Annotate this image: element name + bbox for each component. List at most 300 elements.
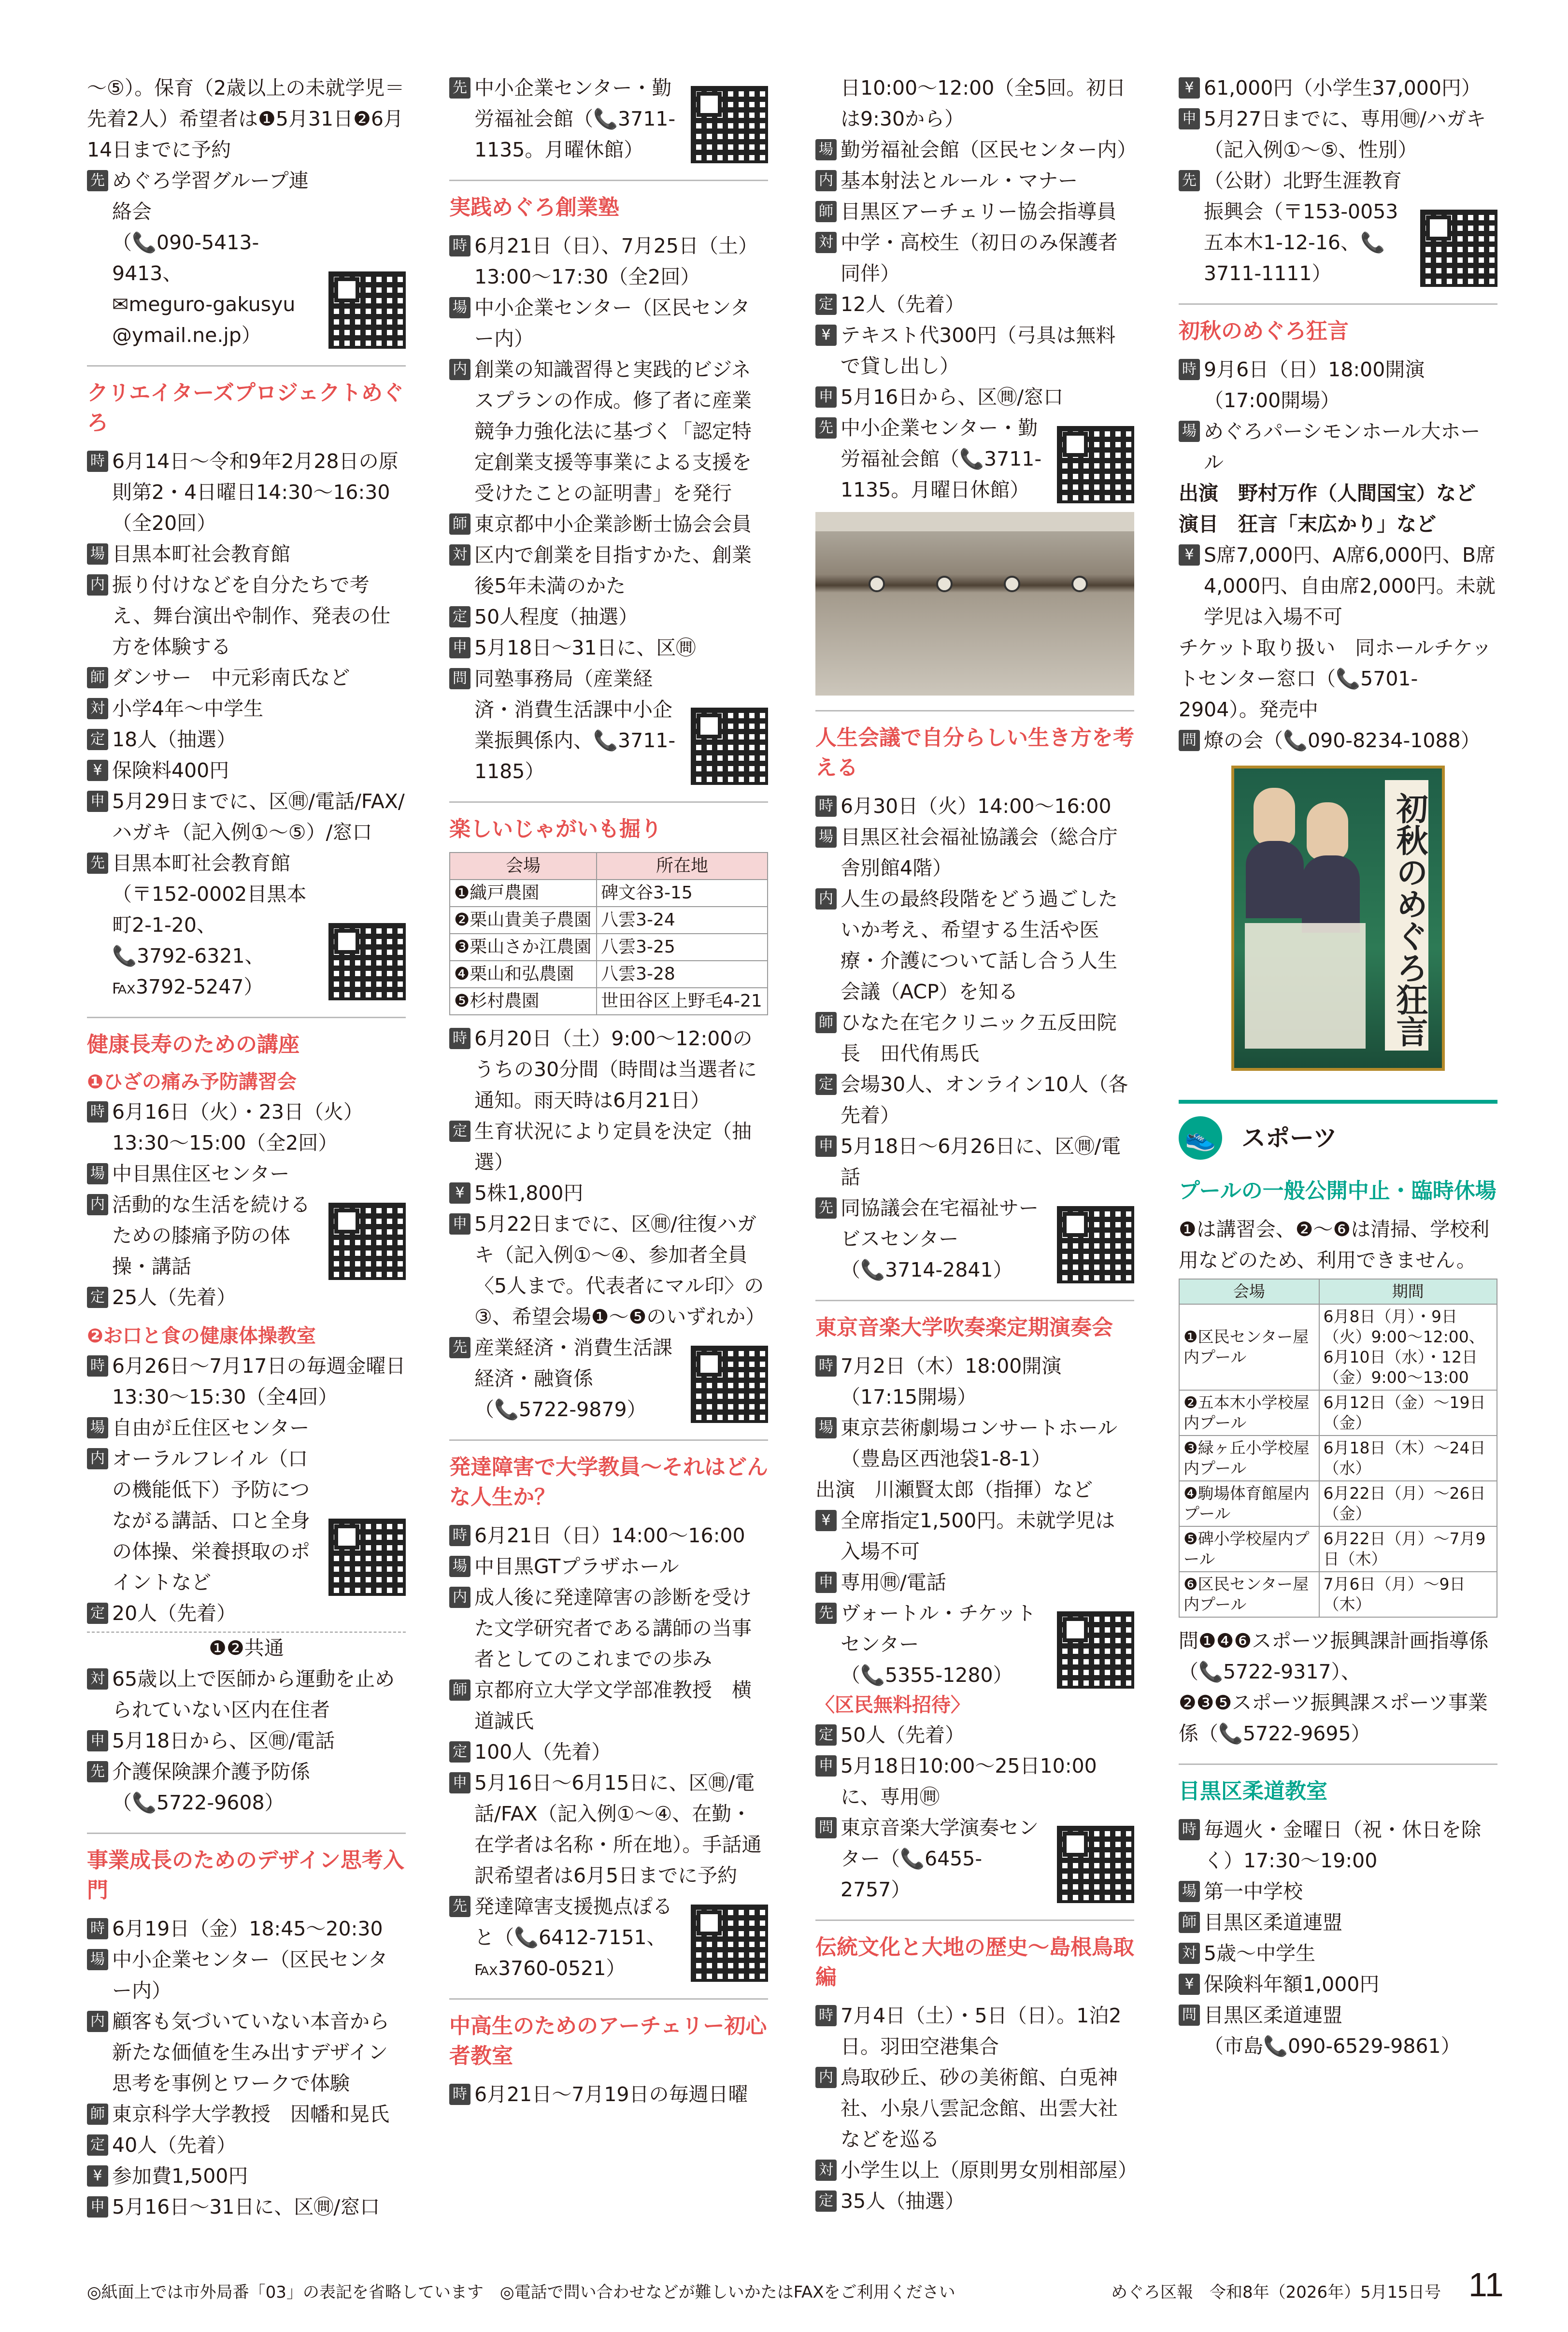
page-number: 11 [1468,2266,1504,2304]
info-row [449,632,768,663]
time-icon: 時 [87,1355,108,1377]
target-icon: 対 [815,2160,837,2181]
info-text: 毎週火・金曜日（祝・休日を除く）17:30～19:00 [1204,1818,1481,1872]
info-row [87,1412,406,1443]
info-text: オーラルフレイル（口の機能低下）予防につながる講話、口と全身の体操、栄養摂取のポイントなど [112,1447,310,1594]
info-row [87,1913,406,1944]
qr-code-icon[interactable] [691,86,768,163]
instructor-icon: 師 [87,2104,108,2125]
table-header-row [450,853,768,880]
place-icon: 場 [87,1949,108,1970]
inquiry-icon: 問 [1179,2005,1200,2026]
info-row [449,72,768,165]
info-text: 5月27日までに、専用㉄/ハガキ（記入例①～⑤、性別） [1204,107,1486,161]
section-health [87,1017,406,1818]
section-title: 事業成長のためのデザイン思考入門 [87,1848,404,1903]
info-text: 25人（先着） [112,1286,237,1309]
info-row [449,1116,768,1178]
table-cell: 6月12日（金）～19日（金） [1319,1390,1497,1436]
time-icon: 時 [1179,359,1200,380]
info-text: 目黒区柔道連盟 [1204,1911,1342,1934]
info-row [87,1096,406,1158]
apply-icon: 申 [87,791,108,812]
instructor-icon: 師 [815,1012,837,1033]
info-row [815,791,1134,822]
info-row [449,230,768,292]
info-text: 創業の知識習得と実践的ビジネスプランの作成。修了者に産業競争力強化法に基づく「認定特定創業支援等事業による支援を受けたことの証明書」を発行 [474,358,752,505]
capacity-icon: 定 [815,1074,837,1095]
info-text: 中小企業センター・勤労福祉会館（📞3711-1135。月曜日休館） [841,416,1042,501]
sports-label: スポーツ [1241,1124,1337,1152]
info-text: 中学・高校生（初日のみ保護者同伴） [841,231,1118,285]
info-text: 小学生以上（原則男女別相部屋） [841,2159,1138,2182]
info-row [815,1598,1134,1691]
capacity-icon: 定 [815,294,837,315]
info-text: 目黒本町社会教育館 （〒152-0002目黒本町2-1-20、 📞3792-6321、 ℻3792-5247） [112,852,307,998]
time-icon: 時 [449,235,470,256]
capacity-icon: 定 [449,606,470,627]
info-row [449,1767,768,1891]
subsection-title: ❶ひざの痛み予防講習会 [87,1071,297,1093]
table-cell: ❻区民センター屋内プール [1179,1572,1319,1617]
section-title: 伝統文化と大地の歴史～島根鳥取編 [815,1935,1134,1990]
info-text: 発達障害支援拠点ぽると（📞6412-7151、 ℻3760-0521） [474,1895,672,1980]
table-cell: ❷栗山貴美子農園 [450,907,597,934]
info-text: 燎の会（📞090-8234-1088） [1204,729,1481,752]
program-text: 演目 狂言「末広かり」など [1179,512,1436,536]
info-row [815,883,1134,1007]
time-icon: 時 [449,2084,470,2105]
info-row [87,539,406,569]
section-title: 人生会議で自分らしい生き方を考える [815,725,1134,780]
place-icon: 場 [815,139,837,160]
target-icon [869,576,885,592]
info-row [1179,354,1497,416]
table-cell: ❶織戸農園 [450,880,597,907]
place-icon: 場 [87,543,108,565]
performer-robe [1246,841,1304,918]
info-row [449,1675,768,1736]
info-row [449,663,768,787]
contact-icon: 先 [87,170,108,191]
info-row [449,1332,768,1425]
info-text: 参加費1,500円 [112,2164,248,2188]
info-text: 専用㉄/電話 [841,1571,946,1594]
qr-code-icon[interactable] [328,271,406,349]
content-icon: 内 [815,888,837,910]
table-cell: ❸緑ヶ丘小学校屋内プール [1179,1436,1319,1481]
info-text: 東京音楽大学演奏センター（📞6455-2757） [841,1816,1039,1901]
info-row [449,1209,768,1332]
info-text: 第一中学校 [1204,1880,1303,1903]
info-row [449,1551,768,1582]
column-4 [1179,72,1497,2062]
info-row [87,755,406,786]
info-row [87,569,406,662]
sports-header [1179,1100,1497,1160]
section-title: 健康長寿のための講座 [87,1032,299,1057]
sports-category [1179,1100,1497,2062]
place-icon: 場 [449,297,470,318]
info-text: 成人後に発達障害の診断を受けた文学研究者である講師の当事者としてのこれまでの歩み [474,1586,752,1671]
info-text: 同塾事務局（産業経済・消費生活課中小企業振興係内、📞3711-1185） [474,667,676,783]
performer-face [1254,788,1295,846]
section-title: プールの一般公開中止・臨時休場 [1179,1179,1497,1203]
info-text: 61,000円（小学生37,000円） [1204,76,1481,100]
info-text: 東京都中小企業診断士協会会員 [474,512,752,536]
time-icon: 時 [87,1101,108,1123]
instructor-icon: 師 [1179,1912,1200,1933]
info-row [87,662,406,693]
info-row [449,354,768,509]
fee-icon: ¥ [815,325,837,346]
contact-icon: 先 [815,1603,837,1624]
info-text: 顧客も気づいていない本音から新たな価値を生み出すデザイン思考を事例とワークで体験 [112,2010,389,2095]
qr-code-icon[interactable] [1057,1826,1134,1903]
info-row [815,1351,1134,1412]
section-dentou-continued [1179,72,1497,289]
table-cell: 6月8日（月）・9日（火）9:00～12:00、6月10日（水）・12日（金）9:00～13:00 [1319,1304,1497,1390]
time-icon: 時 [1179,1819,1200,1840]
info-text: 介護保険課介護予防係 （📞5722-9608） [112,1760,310,1814]
section-archery [449,1998,768,2110]
info-row [87,1158,406,1189]
performer-text: 出演 野村万作（人間国宝）など [1179,482,1476,505]
info-row [1179,165,1497,289]
info-row [87,786,406,848]
section-title: 楽しいじゃがいも掘り [449,817,662,841]
target-icon [1071,576,1088,592]
section-hattatsu [449,1439,768,1984]
info-text: ひなた在宅クリニック五反田院長 田代侑馬氏 [841,1011,1117,1065]
target-icon [936,576,953,592]
info-row [815,227,1134,289]
info-row [87,1443,406,1598]
section-suisou [815,1300,1134,1905]
info-text: 保険料年額1,000円 [1204,1973,1380,1996]
info-text: 中目黒住区センター [112,1162,290,1185]
section-design [87,1833,406,2222]
instructor-icon: 師 [815,201,837,222]
place-icon: 場 [1179,1881,1200,1902]
invite-label: 〈区民無料招待〉 [815,1694,970,1716]
info-text: 生育状況により定員を決定（抽選） [474,1120,752,1174]
table-row [450,880,768,907]
performer-robe [1302,855,1360,933]
qr-code-icon[interactable] [1057,426,1134,503]
fee-icon: ¥ [1179,77,1200,99]
capacity-icon: 定 [815,1724,837,1746]
qr-code-icon[interactable] [328,923,406,1000]
contact-icon: 先 [449,1896,470,1917]
section-potato [449,801,768,1425]
table-cell: 碑文谷3-15 [597,880,768,907]
info-text: 9月6日（日）18:00開演（17:00開場） [1204,358,1425,412]
info-row [449,1891,768,1984]
info-text: 5株1,800円 [474,1181,584,1205]
place-icon: 場 [87,1163,108,1184]
capacity-icon: 定 [449,1121,470,1142]
section-title: 東京音楽大学吹奏楽定期演奏会 [815,1315,1113,1340]
contact-icon: 先 [449,1337,470,1358]
qr-code-icon[interactable] [1420,210,1497,287]
apply-icon: 申 [87,1730,108,1751]
target-icon [1004,576,1020,592]
info-text: 人生の最終段階をどう過ごしたいか考え、希望する生活や医療・介護について話し合う人生会議（ACP）を知る [841,887,1118,1003]
content-icon: 内 [87,1448,108,1469]
info-row [449,601,768,632]
contact-icon: 先 [815,417,837,439]
info-row [87,724,406,755]
qr-code-icon[interactable] [691,1905,768,1982]
pool-contact: 問❶❹❻スポーツ振興課計画指導係（📞5722-9317）、 ❷❸❺スポーツ振興課スポーツ事業係（📞5722-9695） [1179,1629,1489,1745]
time-icon: 時 [815,796,837,817]
section-continued-2 [449,72,768,165]
footer-note: ◎紙面上では市外局番「03」の表記を省略しています ◎電話で問い合わせなどが難しいかたはFAXをご利用ください [87,2283,955,2302]
table-cell: 6月22日（月）～26日（金） [1319,1481,1497,1526]
info-row [1179,1907,1497,1938]
info-text: 5月16日から、区㉄/窓口 [841,385,1064,409]
qr-code-icon[interactable] [328,1519,406,1596]
info-text: 6月26日～7月17日の毎週金曜日13:30～15:30（全4回） [112,1354,406,1408]
column-3 [815,72,1138,2217]
fee-icon: ¥ [87,760,108,781]
sneaker-icon: 👟 [1179,1116,1222,1160]
info-row [815,1131,1134,1193]
capacity-icon: 定 [87,1287,108,1308]
section-title: 目黒区柔道教室 [1179,1779,1327,1804]
section-creators [87,365,406,1002]
content-icon: 内 [87,574,108,596]
table-header-row [1179,1279,1497,1304]
table-row [1179,1390,1497,1436]
content-icon: 内 [87,1194,108,1215]
info-text: 中小企業センター（区民センター内） [112,1948,388,2002]
info-row [1179,103,1497,165]
table-cell: ❹駒場体育館屋内プール [1179,1481,1319,1526]
table-row [450,988,768,1015]
info-row [87,693,406,724]
info-row [1179,1969,1497,2000]
info-row [1179,540,1497,632]
apply-icon: 申 [449,637,470,658]
info-row [1179,1876,1497,1907]
info-row [87,2006,406,2099]
fee-icon: ¥ [1179,1974,1200,1995]
info-text: めぐろパーシモンホール大ホール [1204,420,1481,474]
info-text: 5月18日～31日に、区㉄ [474,636,696,659]
section-dentou [815,1920,1138,2217]
apply-icon: 申 [87,2196,108,2218]
info-text: 中小企業センター・勤労福祉会館（📞3711-1135。月曜休館） [474,76,676,161]
place-icon: 場 [449,1556,470,1577]
apply-icon: 申 [1179,108,1200,129]
qr-code-icon[interactable] [328,1203,406,1280]
info-row [449,1736,768,1767]
fee-icon: ¥ [87,2165,108,2187]
info-row [1179,725,1497,756]
info-text: ダンサー 中元彩南氏など [112,666,350,689]
info-row [87,1944,406,2006]
table-cell: 八雲3-28 [597,961,768,988]
common-label: ❶❷共通 [87,1632,406,1664]
info-text: 産業経済・消費生活課経済・融資係 （📞5722-9879） [474,1336,672,1421]
info-text: （公財）北野生涯教育振興会（〒153-0053五本木1-12-16、📞3711-1111） [1204,169,1402,285]
info-row [449,1178,768,1209]
table-cell: ❸栗山さか江農園 [450,934,597,961]
info-text: 100人（先着） [474,1740,612,1763]
place-icon: 場 [1179,421,1200,442]
info-row [815,1567,1134,1598]
performer-face [1307,802,1348,860]
info-text: 7月2日（木）18:00開演（17:15開場） [841,1354,1062,1408]
info-text: 5歳～中学生 [1204,1942,1316,1965]
info-text: 振り付けなどを自分たちで考え、舞台演出や制作、発表の仕方を体験する [112,573,391,658]
table-cell: ❺杉村農園 [450,988,597,1015]
info-row [815,1193,1134,1285]
info-row [815,1412,1134,1474]
info-row [87,165,406,351]
inquiry-icon: 問 [1179,730,1200,751]
time-icon: 時 [87,451,108,472]
info-row [87,2130,406,2161]
section-sogyo [449,180,768,787]
target-icon: 対 [815,232,837,253]
info-text: 勤労福祉会館（区民センター内） [841,138,1137,161]
info-text: 鳥取砂丘、砂の美術館、白兎神社、小泉八雲記念館、出雲大社などを巡る [841,2066,1118,2151]
info-row [815,1720,1134,1750]
fee-icon: ¥ [815,1510,837,1531]
table-cell: ❷五本木小学校屋内プール [1179,1390,1319,1436]
info-row [1179,1938,1497,1969]
section-pool [1179,1176,1497,1749]
info-text: 全席指定1,500円。未就学児は入場不可 [841,1509,1115,1563]
table-cell: ❶区民センター屋内プール [1179,1304,1319,1390]
info-text: 5月18日10:00～25日10:00に、専用㉄ [841,1754,1097,1808]
table-cell: 7月6日（月）～9日（木） [1319,1572,1497,1617]
info-text: 6月14日～令和9年2月28日の原則第2・4日曜日14:30～16:30（全20回） [112,450,399,535]
table-cell: 6月22日（月）～7月9日（木） [1319,1526,1497,1572]
time-icon: 時 [449,1525,470,1546]
info-text: 20人（先着） [112,1602,237,1625]
info-row [449,1023,768,1116]
time-icon: 時 [815,1355,837,1377]
content-icon: 内 [815,170,837,191]
info-text: テキスト代300円（弓具は無料で貸し出し） [841,324,1116,378]
subsection-title: ❷お口と食の健康体操教室 [87,1325,316,1347]
section-title: 発達障害で大学教員～それはどんな人生か？ [449,1455,768,1509]
table-row [1179,1481,1497,1526]
qr-code-icon[interactable] [1057,1206,1134,1283]
time-icon: 時 [815,2005,837,2026]
pool-intro: ❶は講習会、❷～❻は清掃、学校利用などのため、利用できません。 [1179,1218,1490,1272]
footer-issue: めぐろ区報 令和8年（2026年）5月15日号 [1111,2283,1441,2302]
continued-text: ～⑤）。保育（2歳以上の未就学児＝先着2人）希望者は❶5月31日❷6月14日までに予約 [87,76,405,161]
info-text: 7月4日（土）・5日（日）。1泊2日。羽田空港集合 [841,2004,1122,2058]
capacity-icon: 定 [87,1603,108,1624]
info-row [87,848,406,1002]
instructor-icon: 師 [449,1679,470,1701]
table-cell: 八雲3-24 [597,907,768,934]
info-text: 65歳以上で医師から運動を止められていない区内在住者 [112,1667,395,1721]
info-row [815,1069,1134,1131]
column-2 [449,72,768,2110]
info-text: 目黒区柔道連盟 （市島📞090-6529-9861） [1204,2004,1461,2058]
info-row [87,1189,406,1282]
info-text: S席7,000円、A席6,000円、B席4,000円、自由席2,000円。未就学児は入場不可 [1204,543,1496,628]
info-row [815,1750,1134,1812]
info-text: 小学4年～中学生 [112,697,264,720]
info-text: 目黒区アーチェリー協会指導員 [841,200,1117,223]
contact-icon: 先 [87,1761,108,1782]
info-row [449,1520,768,1551]
capacity-icon: 定 [87,729,108,750]
info-row [815,822,1134,883]
table-row [450,907,768,934]
info-row [87,1725,406,1756]
info-text: 6月21日（日）、7月25日（土）13:00～17:30（全2回） [474,234,758,288]
info-text: 6月20日（土）9:00～12:00のうちの30分間（時間は当選者に通知。雨天時は6月21日） [474,1027,757,1112]
info-text: 6月21日～7月19日の毎週日曜 [474,2083,748,2106]
contact-icon: 先 [815,1197,837,1219]
time-icon: 時 [449,1028,470,1049]
info-row [815,382,1134,412]
qr-code-icon[interactable] [691,708,768,785]
section-jinsei [815,710,1134,1285]
inquiry-icon: 問 [449,668,470,689]
info-text: 5月18日～6月26日に、区㉄/電話 [841,1135,1121,1189]
content-icon: 内 [87,2011,108,2032]
info-text: 中目黒GTプラザホール [474,1555,679,1578]
info-row [1179,1814,1497,1876]
contact-icon: 先 [1179,170,1200,191]
info-text: 5月29日までに、区㉄/電話/FAX/ハガキ（記入例①～⑤）/窓口 [112,790,405,844]
content-icon: 内 [815,2067,837,2088]
info-text: 自由が丘住区センター [112,1416,310,1439]
qr-code-icon[interactable] [1057,1611,1134,1689]
table-row [450,961,768,988]
info-text: 6月19日（金）18:45～20:30 [112,1917,383,1940]
contact-icon: 先 [87,853,108,874]
info-text: 目黒区社会福祉協議会（総合庁舎別館4階） [841,825,1118,880]
info-text: 6月16日（火）・23日（火）13:30～15:00（全2回） [112,1100,363,1154]
table-header: 期間 [1319,1279,1497,1304]
performer-text: 出演 川瀬賢太郎（指揮）など [815,1478,1093,1501]
info-row [815,1812,1134,1905]
target-icon: 対 [87,1668,108,1690]
info-row [87,1756,406,1818]
section-title: クリエイターズプロジェクトめぐろ [87,381,404,435]
fee-icon: ¥ [449,1182,470,1204]
info-row [87,1598,406,1629]
apply-icon: 申 [449,1772,470,1793]
instructor-icon: 師 [87,667,108,688]
apply-icon: 申 [815,1136,837,1157]
info-row [449,2079,768,2110]
info-text: 会場30人、オンライン10人（各先着） [841,1073,1128,1127]
table-row [1179,1572,1497,1617]
qr-code-icon[interactable] [691,1346,768,1423]
info-text: 東京科学大学教授 因幡和晃氏 [112,2103,389,2126]
apply-icon: 申 [815,1755,837,1777]
info-row [815,289,1134,320]
section-continued-1 [87,72,406,351]
pool-table [1179,1279,1497,1618]
info-text: 区内で創業を目指すかた、創業後5年未満のかた [474,543,752,597]
info-text: 活動的な生活を続けるための膝痛予防の体操・講話 [112,1193,310,1278]
capacity-icon: 定 [87,2134,108,2156]
fee-icon: ¥ [1179,544,1200,566]
